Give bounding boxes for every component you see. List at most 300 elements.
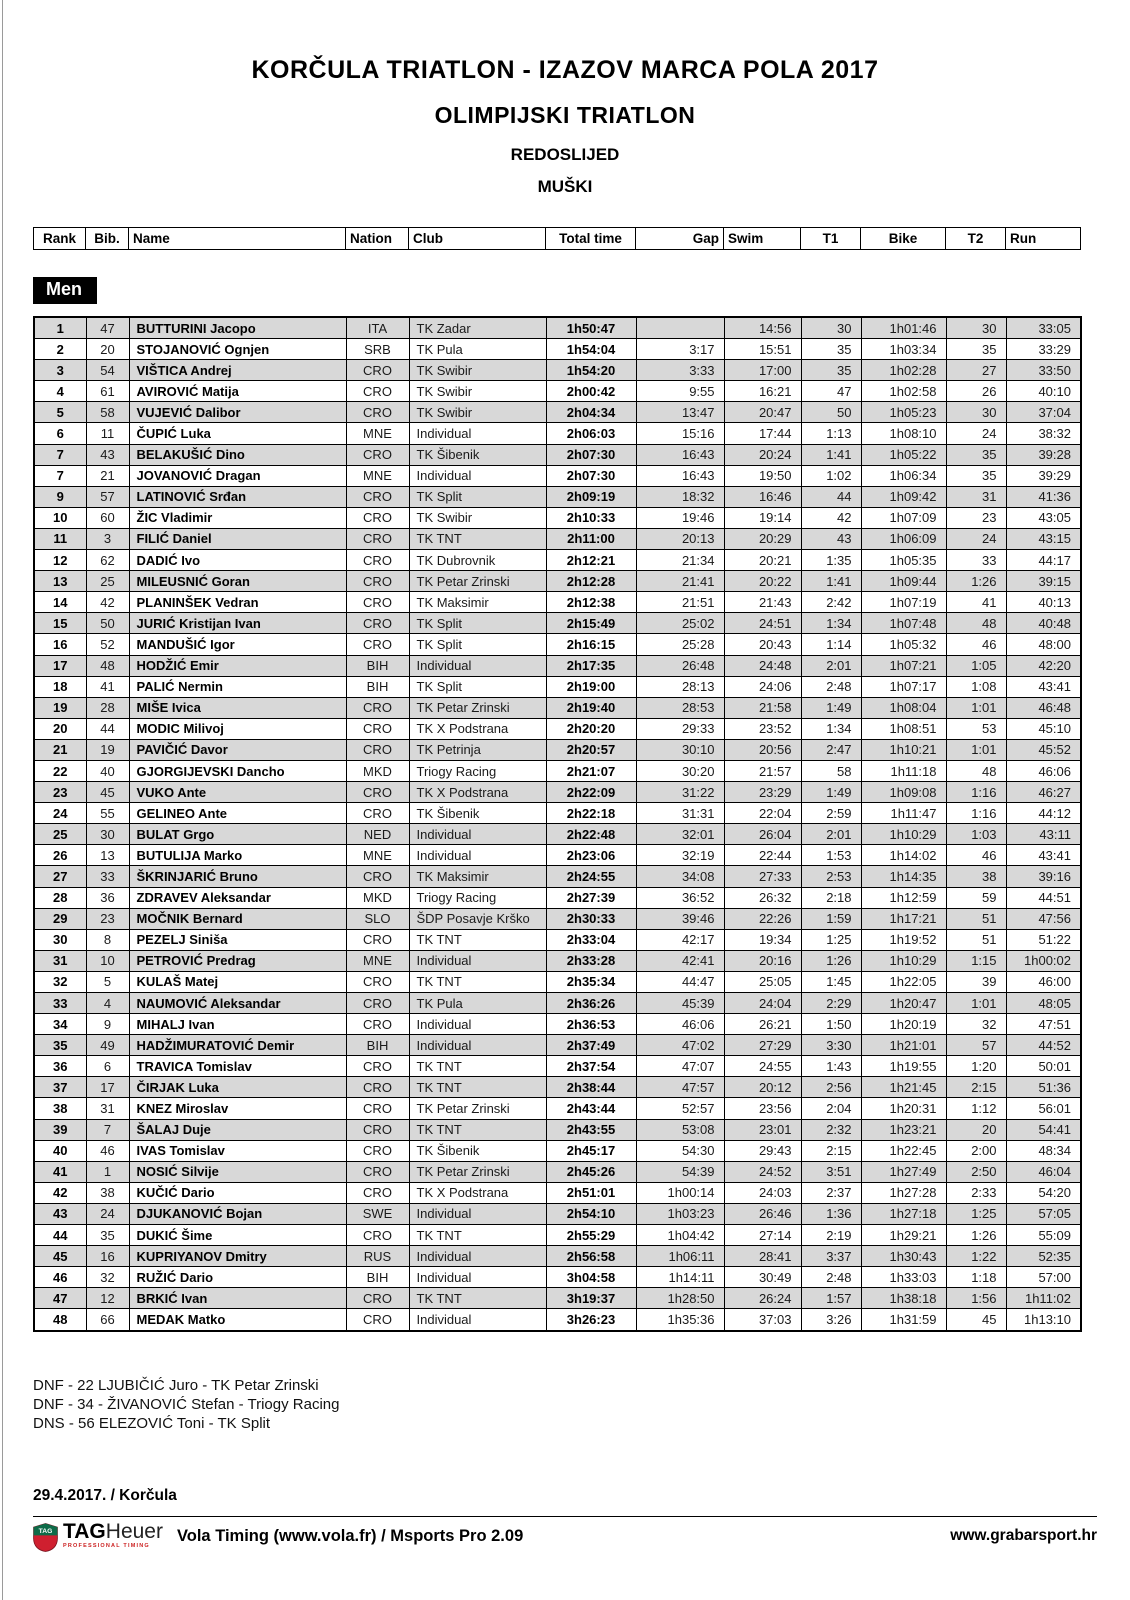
cell-swim: 25:05 bbox=[724, 971, 801, 992]
cell-nation: CRO bbox=[346, 1119, 409, 1140]
cell-club: TK Swibir bbox=[409, 381, 546, 402]
cell-club: TK Petar Zrinski bbox=[409, 571, 546, 592]
event-title: KORČULA TRIATLON - IZAZOV MARCA POLA 2017 bbox=[251, 56, 879, 84]
cell-bib: 25 bbox=[86, 571, 129, 592]
cell-name: PEZELJ Siniša bbox=[129, 929, 346, 950]
cell-club: Individual bbox=[409, 1246, 546, 1267]
cell-t2: 35 bbox=[946, 465, 1006, 486]
table-row bbox=[34, 1119, 1081, 1140]
cell-name: LATINOVIĆ Srđan bbox=[129, 486, 346, 507]
cell-bike: 1h27:28 bbox=[861, 1182, 946, 1203]
cell-club: TK TNT bbox=[409, 971, 546, 992]
svg-text:TAG: TAG bbox=[38, 1527, 53, 1535]
table-row bbox=[34, 423, 1081, 444]
cell-rank: 18 bbox=[34, 676, 86, 697]
cell-gap: 1h06:11 bbox=[636, 1246, 724, 1267]
cell-t1: 58 bbox=[801, 760, 861, 781]
cell-t2: 1:08 bbox=[946, 676, 1006, 697]
cell-bike: 1h09:08 bbox=[861, 782, 946, 803]
cell-run: 42:20 bbox=[1006, 655, 1081, 676]
cell-run: 41:36 bbox=[1006, 486, 1081, 507]
cell-rank: 11 bbox=[34, 528, 86, 549]
table-row bbox=[34, 908, 1081, 929]
cell-club: Individual bbox=[409, 824, 546, 845]
cell-t1: 2:48 bbox=[801, 1267, 861, 1288]
cell-total-time: 2h06:03 bbox=[546, 423, 636, 444]
cell-t2: 39 bbox=[946, 971, 1006, 992]
cell-swim: 24:51 bbox=[724, 613, 801, 634]
cell-swim: 20:43 bbox=[724, 634, 801, 655]
table-row bbox=[34, 592, 1081, 613]
cell-rank: 2 bbox=[34, 339, 86, 360]
cell-club: Triogy Racing bbox=[409, 887, 546, 908]
cell-run: 1h11:02 bbox=[1006, 1288, 1081, 1309]
cell-swim: 23:52 bbox=[724, 718, 801, 739]
cell-bike: 1h07:19 bbox=[861, 592, 946, 613]
cell-t1: 2:37 bbox=[801, 1182, 861, 1203]
cell-run: 47:56 bbox=[1006, 908, 1081, 929]
cell-bike: 1h07:21 bbox=[861, 655, 946, 676]
cell-rank: 15 bbox=[34, 613, 86, 634]
cell-t2: 23 bbox=[946, 507, 1006, 528]
cell-nation: CRO bbox=[346, 1161, 409, 1182]
cell-swim: 20:12 bbox=[724, 1077, 801, 1098]
cell-bike: 1h10:29 bbox=[861, 950, 946, 971]
table-row bbox=[34, 507, 1081, 528]
cell-nation: CRO bbox=[346, 613, 409, 634]
cell-bib: 43 bbox=[86, 444, 129, 465]
cell-rank: 36 bbox=[34, 1056, 86, 1077]
cell-bib: 66 bbox=[86, 1309, 129, 1331]
cell-run: 51:36 bbox=[1006, 1077, 1081, 1098]
table-row bbox=[34, 1288, 1081, 1309]
cell-t1: 1:25 bbox=[801, 929, 861, 950]
cell-gap: 36:52 bbox=[636, 887, 724, 908]
cell-bike: 1h03:34 bbox=[861, 339, 946, 360]
cell-swim: 21:57 bbox=[724, 760, 801, 781]
cell-run: 43:41 bbox=[1006, 845, 1081, 866]
cell-bib: 28 bbox=[86, 697, 129, 718]
cell-rank: 26 bbox=[34, 845, 86, 866]
cell-total-time: 2h33:04 bbox=[546, 929, 636, 950]
cell-name: PALIĆ Nermin bbox=[129, 676, 346, 697]
cell-t2: 24 bbox=[946, 423, 1006, 444]
cell-name: ŽIC Vladimir bbox=[129, 507, 346, 528]
cell-rank: 31 bbox=[34, 950, 86, 971]
cell-t2: 1:03 bbox=[946, 824, 1006, 845]
cell-rank: 39 bbox=[34, 1119, 86, 1140]
cell-rank: 19 bbox=[34, 697, 86, 718]
cell-total-time: 2h22:18 bbox=[546, 803, 636, 824]
cell-t2: 2:50 bbox=[946, 1161, 1006, 1182]
cell-nation: CRO bbox=[346, 718, 409, 739]
table-row bbox=[34, 950, 1081, 971]
cell-bib: 55 bbox=[86, 803, 129, 824]
dnf-dns-notes bbox=[33, 1376, 1130, 1433]
cell-swim: 22:26 bbox=[724, 908, 801, 929]
cell-bike: 1h10:29 bbox=[861, 824, 946, 845]
page-edge-line bbox=[2, 0, 3, 1600]
cell-swim: 23:29 bbox=[724, 782, 801, 803]
cell-club: Individual bbox=[409, 1035, 546, 1056]
cell-bike: 1h38:18 bbox=[861, 1288, 946, 1309]
table-row bbox=[34, 782, 1081, 803]
cell-bike: 1h20:31 bbox=[861, 1098, 946, 1119]
cell-t1: 1:34 bbox=[801, 718, 861, 739]
cell-swim: 24:03 bbox=[724, 1182, 801, 1203]
cell-t1: 42 bbox=[801, 507, 861, 528]
col-header-swim: Swim bbox=[724, 228, 801, 250]
cell-nation: CRO bbox=[346, 697, 409, 718]
cell-rank: 35 bbox=[34, 1035, 86, 1056]
col-header-bike: Bike bbox=[861, 228, 946, 250]
cell-swim: 26:46 bbox=[724, 1203, 801, 1224]
cell-club: ŠDP Posavje Krško bbox=[409, 908, 546, 929]
cell-total-time: 3h26:23 bbox=[546, 1309, 636, 1331]
cell-nation: RUS bbox=[346, 1246, 409, 1267]
cell-total-time: 2h55:29 bbox=[546, 1225, 636, 1246]
cell-swim: 27:29 bbox=[724, 1035, 801, 1056]
cell-swim: 21:43 bbox=[724, 592, 801, 613]
table-row bbox=[34, 1035, 1081, 1056]
cell-nation: CRO bbox=[346, 1056, 409, 1077]
cell-nation: BIH bbox=[346, 1035, 409, 1056]
table-row bbox=[34, 613, 1081, 634]
cell-gap: 20:13 bbox=[636, 528, 724, 549]
cell-club: TK TNT bbox=[409, 1225, 546, 1246]
cell-name: PAVIČIĆ Davor bbox=[129, 739, 346, 760]
cell-nation: CRO bbox=[346, 1309, 409, 1331]
cell-bike: 1h20:47 bbox=[861, 993, 946, 1014]
cell-bike: 1h01:46 bbox=[861, 317, 946, 339]
cell-t1: 1:53 bbox=[801, 845, 861, 866]
cell-club: TK X Podstrana bbox=[409, 718, 546, 739]
cell-gap: 52:57 bbox=[636, 1098, 724, 1119]
cell-rank: 20 bbox=[34, 718, 86, 739]
cell-bib: 3 bbox=[86, 528, 129, 549]
cell-nation: CRO bbox=[346, 929, 409, 950]
cell-name: BUTTURINI Jacopo bbox=[129, 317, 346, 339]
cell-swim: 23:56 bbox=[724, 1098, 801, 1119]
cell-bib: 24 bbox=[86, 1203, 129, 1224]
cell-nation: CRO bbox=[346, 1288, 409, 1309]
cell-swim: 29:43 bbox=[724, 1140, 801, 1161]
cell-club: TK Šibenik bbox=[409, 803, 546, 824]
cell-rank: 4 bbox=[34, 381, 86, 402]
cell-bike: 1h02:58 bbox=[861, 381, 946, 402]
cell-name: HODŽIĆ Emir bbox=[129, 655, 346, 676]
cell-swim: 19:34 bbox=[724, 929, 801, 950]
cell-gap: 21:34 bbox=[636, 550, 724, 571]
cell-rank: 13 bbox=[34, 571, 86, 592]
cell-name: BELAKUŠIĆ Dino bbox=[129, 444, 346, 465]
cell-name: PLANINŠEK Vedran bbox=[129, 592, 346, 613]
cell-bib: 62 bbox=[86, 550, 129, 571]
cell-bike: 1h23:21 bbox=[861, 1119, 946, 1140]
cell-rank: 40 bbox=[34, 1140, 86, 1161]
cell-bike: 1h33:03 bbox=[861, 1267, 946, 1288]
cell-t2: 2:33 bbox=[946, 1182, 1006, 1203]
cell-total-time: 2h30:33 bbox=[546, 908, 636, 929]
cell-rank: 3 bbox=[34, 360, 86, 381]
cell-club: Individual bbox=[409, 655, 546, 676]
cell-nation: CRO bbox=[346, 1140, 409, 1161]
cell-t1: 3:26 bbox=[801, 1309, 861, 1331]
cell-nation: BIH bbox=[346, 655, 409, 676]
cell-name: MILEUSNIĆ Goran bbox=[129, 571, 346, 592]
cell-t2: 38 bbox=[946, 866, 1006, 887]
cell-t1: 1:02 bbox=[801, 465, 861, 486]
cell-t1: 2:04 bbox=[801, 1098, 861, 1119]
cell-bike: 1h05:35 bbox=[861, 550, 946, 571]
cell-name: IVAS Tomislav bbox=[129, 1140, 346, 1161]
cell-gap: 1h03:23 bbox=[636, 1203, 724, 1224]
table-row bbox=[34, 845, 1081, 866]
cell-bib: 4 bbox=[86, 993, 129, 1014]
cell-t2: 1:12 bbox=[946, 1098, 1006, 1119]
cell-run: 39:16 bbox=[1006, 866, 1081, 887]
cell-run: 1h13:10 bbox=[1006, 1309, 1081, 1331]
cell-rank: 33 bbox=[34, 993, 86, 1014]
table-row bbox=[34, 1267, 1081, 1288]
cell-bike: 1h14:02 bbox=[861, 845, 946, 866]
category-title: MUŠKI bbox=[537, 177, 593, 196]
cell-swim: 19:50 bbox=[724, 465, 801, 486]
cell-run: 1h00:02 bbox=[1006, 950, 1081, 971]
cell-club: TK Petar Zrinski bbox=[409, 1161, 546, 1182]
cell-name: ŠKRINJARIĆ Bruno bbox=[129, 866, 346, 887]
cell-name: BRKIĆ Ivan bbox=[129, 1288, 346, 1309]
cell-total-time: 2h19:00 bbox=[546, 676, 636, 697]
cell-gap: 53:08 bbox=[636, 1119, 724, 1140]
table-row bbox=[34, 339, 1081, 360]
cell-name: ZDRAVEV Aleksandar bbox=[129, 887, 346, 908]
cell-bike: 1h12:59 bbox=[861, 887, 946, 908]
cell-total-time: 2h24:55 bbox=[546, 866, 636, 887]
cell-bike: 1h22:05 bbox=[861, 971, 946, 992]
cell-gap: 1h35:36 bbox=[636, 1309, 724, 1331]
cell-run: 44:17 bbox=[1006, 550, 1081, 571]
cell-bike: 1h06:09 bbox=[861, 528, 946, 549]
table-row bbox=[34, 317, 1081, 339]
cell-run: 44:51 bbox=[1006, 887, 1081, 908]
cell-bib: 50 bbox=[86, 613, 129, 634]
table-row bbox=[34, 465, 1081, 486]
cell-t2: 24 bbox=[946, 528, 1006, 549]
cell-t1: 1:26 bbox=[801, 950, 861, 971]
cell-t2: 1:22 bbox=[946, 1246, 1006, 1267]
cell-run: 40:10 bbox=[1006, 381, 1081, 402]
cell-swim: 20:21 bbox=[724, 550, 801, 571]
cell-t2: 27 bbox=[946, 360, 1006, 381]
cell-t2: 1:01 bbox=[946, 697, 1006, 718]
cell-swim: 20:22 bbox=[724, 571, 801, 592]
timing-software-text: Vola Timing (www.vola.fr) / Msports Pro 2.09 bbox=[176, 1526, 524, 1545]
cell-name: BULAT Grgo bbox=[129, 824, 346, 845]
cell-run: 46:04 bbox=[1006, 1161, 1081, 1182]
table-row bbox=[34, 1140, 1081, 1161]
cell-t2: 2:00 bbox=[946, 1140, 1006, 1161]
cell-t1: 2:01 bbox=[801, 655, 861, 676]
cell-rank: 29 bbox=[34, 908, 86, 929]
cell-total-time: 2h37:54 bbox=[546, 1056, 636, 1077]
cell-nation: CRO bbox=[346, 993, 409, 1014]
cell-nation: MNE bbox=[346, 845, 409, 866]
cell-total-time: 2h07:30 bbox=[546, 444, 636, 465]
cell-rank: 17 bbox=[34, 655, 86, 676]
cell-total-time: 2h35:34 bbox=[546, 971, 636, 992]
cell-bike: 1h22:45 bbox=[861, 1140, 946, 1161]
cell-run: 46:00 bbox=[1006, 971, 1081, 992]
cell-run: 39:28 bbox=[1006, 444, 1081, 465]
cell-t1: 1:36 bbox=[801, 1203, 861, 1224]
cell-club: TK Pula bbox=[409, 339, 546, 360]
cell-swim: 23:01 bbox=[724, 1119, 801, 1140]
cell-bike: 1h17:21 bbox=[861, 908, 946, 929]
cell-rank: 7 bbox=[34, 465, 86, 486]
cell-run: 48:05 bbox=[1006, 993, 1081, 1014]
col-header-nation: Nation bbox=[346, 228, 409, 250]
cell-club: TK TNT bbox=[409, 1288, 546, 1309]
cell-t2: 1:26 bbox=[946, 571, 1006, 592]
cell-run: 51:22 bbox=[1006, 929, 1081, 950]
cell-nation: CRO bbox=[346, 571, 409, 592]
cell-bike: 1h05:32 bbox=[861, 634, 946, 655]
cell-name: VUJEVIĆ Dalibor bbox=[129, 402, 346, 423]
cell-name: MODIC Milivoj bbox=[129, 718, 346, 739]
table-row bbox=[34, 486, 1081, 507]
cell-swim: 20:47 bbox=[724, 402, 801, 423]
cell-swim: 24:04 bbox=[724, 993, 801, 1014]
cell-nation: NED bbox=[346, 824, 409, 845]
cell-name: MEDAK Matko bbox=[129, 1309, 346, 1331]
cell-bib: 61 bbox=[86, 381, 129, 402]
cell-total-time: 2h36:26 bbox=[546, 993, 636, 1014]
cell-bike: 1h05:23 bbox=[861, 402, 946, 423]
cell-nation: MNE bbox=[346, 950, 409, 971]
cell-club: TK Šibenik bbox=[409, 444, 546, 465]
cell-t2: 51 bbox=[946, 908, 1006, 929]
cell-t1: 1:57 bbox=[801, 1288, 861, 1309]
race-title: OLIMPIJSKI TRIATLON bbox=[434, 102, 696, 128]
cell-run: 48:00 bbox=[1006, 634, 1081, 655]
cell-gap: 28:53 bbox=[636, 697, 724, 718]
cell-total-time: 2h54:10 bbox=[546, 1203, 636, 1224]
cell-rank: 38 bbox=[34, 1098, 86, 1119]
cell-t2: 48 bbox=[946, 760, 1006, 781]
cell-bike: 1h27:49 bbox=[861, 1161, 946, 1182]
cell-name: GJORGIJEVSKI Dancho bbox=[129, 760, 346, 781]
table-row bbox=[34, 1309, 1081, 1331]
cell-club: TK TNT bbox=[409, 1056, 546, 1077]
cell-run: 57:05 bbox=[1006, 1203, 1081, 1224]
cell-gap: 1h04:42 bbox=[636, 1225, 724, 1246]
cell-t2: 35 bbox=[946, 444, 1006, 465]
cell-bib: 12 bbox=[86, 1288, 129, 1309]
table-row bbox=[34, 1246, 1081, 1267]
cell-name: FILIĆ Daniel bbox=[129, 528, 346, 549]
table-row bbox=[34, 1077, 1081, 1098]
cell-t2: 26 bbox=[946, 381, 1006, 402]
cell-t1: 2:15 bbox=[801, 1140, 861, 1161]
cell-gap: 1h28:50 bbox=[636, 1288, 724, 1309]
cell-club: TK Swibir bbox=[409, 507, 546, 528]
cell-t1: 3:30 bbox=[801, 1035, 861, 1056]
cell-bib: 33 bbox=[86, 866, 129, 887]
note-line: DNF - 34 - ŽIVANOVIĆ Stefan - Triogy Racing bbox=[33, 1395, 340, 1413]
cell-nation: CRO bbox=[346, 1077, 409, 1098]
cell-total-time: 1h54:04 bbox=[546, 339, 636, 360]
cell-bike: 1h30:43 bbox=[861, 1246, 946, 1267]
cell-swim: 26:21 bbox=[724, 1014, 801, 1035]
cell-club: Triogy Racing bbox=[409, 760, 546, 781]
cell-t2: 1:20 bbox=[946, 1056, 1006, 1077]
cell-name: GELINEO Ante bbox=[129, 803, 346, 824]
cell-bib: 11 bbox=[86, 423, 129, 444]
cell-bib: 57 bbox=[86, 486, 129, 507]
cell-nation: MKD bbox=[346, 887, 409, 908]
cell-bike: 1h07:48 bbox=[861, 613, 946, 634]
cell-gap: 45:39 bbox=[636, 993, 724, 1014]
cell-run: 47:51 bbox=[1006, 1014, 1081, 1035]
column-header-table bbox=[33, 227, 1081, 250]
cell-bike: 1h11:18 bbox=[861, 760, 946, 781]
cell-run: 56:01 bbox=[1006, 1098, 1081, 1119]
cell-rank: 16 bbox=[34, 634, 86, 655]
cell-nation: CRO bbox=[346, 803, 409, 824]
cell-total-time: 3h19:37 bbox=[546, 1288, 636, 1309]
cell-name: KNEZ Miroslav bbox=[129, 1098, 346, 1119]
cell-total-time: 2h51:01 bbox=[546, 1182, 636, 1203]
table-row bbox=[34, 444, 1081, 465]
cell-nation: MNE bbox=[346, 423, 409, 444]
cell-bib: 47 bbox=[86, 317, 129, 339]
cell-rank: 43 bbox=[34, 1203, 86, 1224]
cell-nation: CRO bbox=[346, 486, 409, 507]
cell-t2: 2:15 bbox=[946, 1077, 1006, 1098]
cell-total-time: 1h54:20 bbox=[546, 360, 636, 381]
cell-bib: 42 bbox=[86, 592, 129, 613]
cell-name: KULAŠ Matej bbox=[129, 971, 346, 992]
cell-t2: 35 bbox=[946, 339, 1006, 360]
cell-name: VUKO Ante bbox=[129, 782, 346, 803]
cell-bib: 32 bbox=[86, 1267, 129, 1288]
cell-name: BUTULIJA Marko bbox=[129, 845, 346, 866]
cell-bib: 35 bbox=[86, 1225, 129, 1246]
cell-bib: 46 bbox=[86, 1140, 129, 1161]
cell-rank: 32 bbox=[34, 971, 86, 992]
cell-bib: 54 bbox=[86, 360, 129, 381]
cell-swim: 24:52 bbox=[724, 1161, 801, 1182]
cell-t2: 57 bbox=[946, 1035, 1006, 1056]
cell-bike: 1h08:04 bbox=[861, 697, 946, 718]
cell-bib: 9 bbox=[86, 1014, 129, 1035]
cell-t1: 30 bbox=[801, 317, 861, 339]
brand-tag: TAG bbox=[63, 1519, 106, 1543]
cell-bike: 1h08:10 bbox=[861, 423, 946, 444]
cell-gap: 3:17 bbox=[636, 339, 724, 360]
cell-nation: SWE bbox=[346, 1203, 409, 1224]
cell-bib: 19 bbox=[86, 739, 129, 760]
cell-club: TK TNT bbox=[409, 1119, 546, 1140]
cell-total-time: 2h38:44 bbox=[546, 1077, 636, 1098]
tagheuer-shield-icon bbox=[33, 1523, 58, 1552]
cell-bike: 1h06:34 bbox=[861, 465, 946, 486]
cell-club: TK TNT bbox=[409, 1077, 546, 1098]
cell-swim: 16:46 bbox=[724, 486, 801, 507]
cell-bib: 8 bbox=[86, 929, 129, 950]
report-header bbox=[0, 0, 1130, 197]
